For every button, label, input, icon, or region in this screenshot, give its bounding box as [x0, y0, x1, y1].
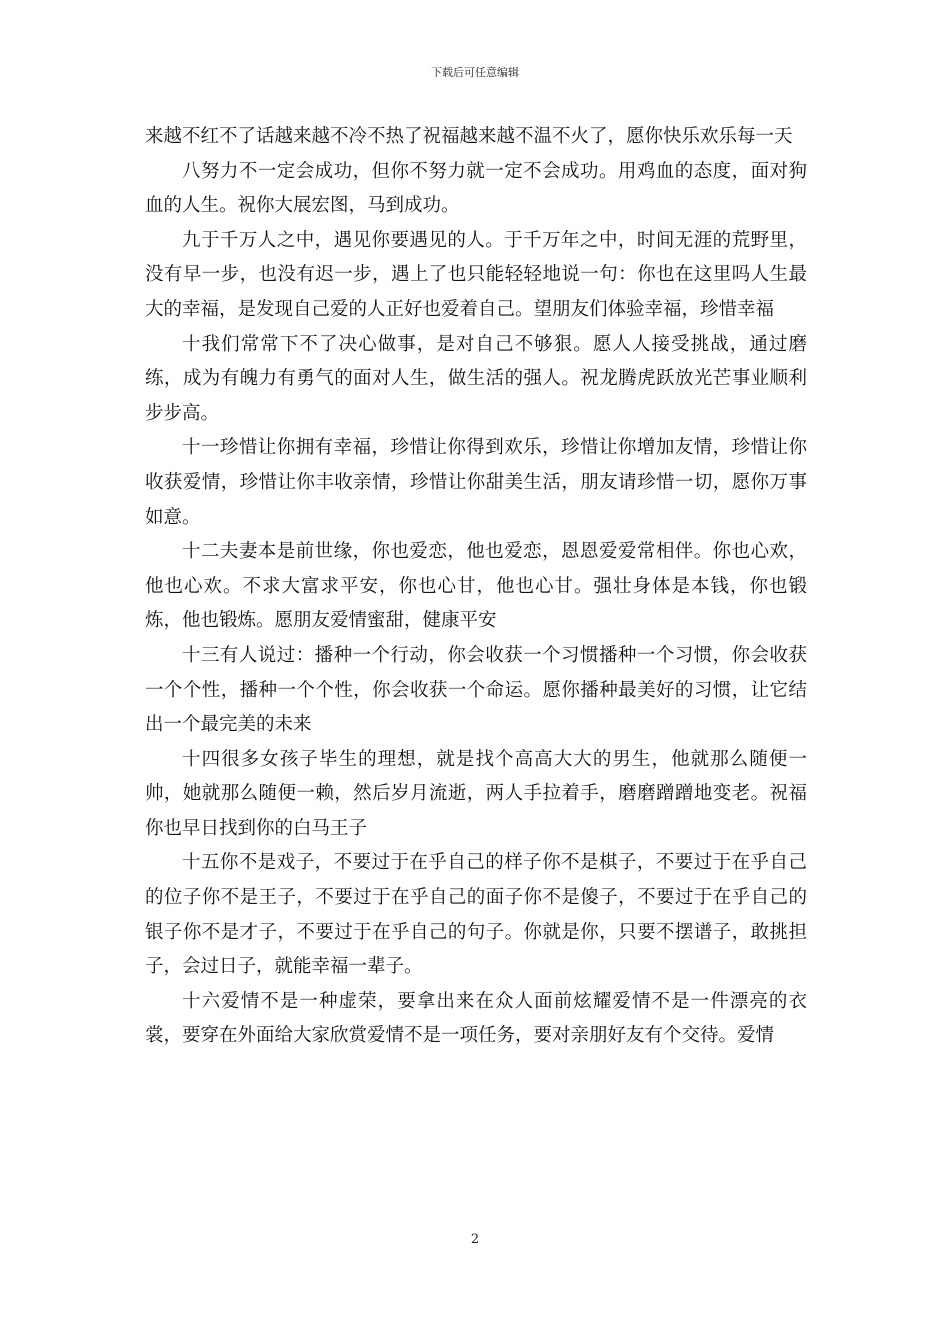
paragraph-continued: 来越不红不了话越来越不冷不热了祝福越来越不温不火了，愿你快乐欢乐每一天	[145, 126, 793, 147]
paragraph-14: 十四很多女孩子毕生的理想，就是找个高高大大的男生，他就那么随便一帅，她就那么随便一赖，然后岁月流逝，两人手拉着手，磨磨蹭蹭地变老。祝福你也早日找到你的白马王子	[145, 748, 807, 839]
paragraph-10: 十我们常常下不了决心做事，是对自己不够狠。愿人人接受挑战，通过磨练，成为有魄力有勇气的面对人生，做生活的强人。祝龙腾虎跃放光芒事业顺利步步高。	[145, 333, 807, 424]
paragraph-15: 十五你不是戏子，不要过于在乎自己的样子你不是棋子，不要过于在乎自己的位子你不是王子，不要过于在乎自己的面子你不是傻子，不要过于在乎自己的银子你不是才子，不要过于在乎自己的句子。你就是你，只要不摆谱子，敢挑担子，会过日子，就能幸福一辈子。	[145, 852, 807, 978]
paragraph-8: 八努力不一定会成功，但你不努力就一定不会成功。用鸡血的态度，面对狗血的人生。祝你大展宏图，马到成功。	[145, 160, 807, 217]
paragraph-12: 十二夫妻本是前世缘，你也爱恋，他也爱恋，恩恩爱爱常相伴。你也心欢，他也心欢。不求大富求平安，你也心甘，他也心甘。强壮身体是本钱，你也锻炼，他也锻炼。愿朋友爱情蜜甜，健康平安	[145, 541, 807, 632]
paragraph-11: 十一珍惜让你拥有幸福，珍惜让你得到欢乐，珍惜让你增加友情，珍惜让你收获爱情，珍惜让你丰收亲情，珍惜让你甜美生活，朋友请珍惜一切，愿你万事如意。	[145, 437, 807, 528]
paragraph-16: 十六爱情不是一种虚荣，要拿出来在众人面前炫耀爱情不是一件漂亮的衣裳，要穿在外面给大家欣赏爱情不是一项任务，要对亲朋好友有个交待。爱情	[145, 990, 807, 1047]
paragraph-13: 十三有人说过：播种一个行动，你会收获一个习惯播种一个习惯，你会收获一个个性，播种一个个性，你会收获一个命运。愿你播种最美好的习惯，让它结出一个最完美的未来	[145, 644, 807, 736]
paragraph-9: 九于千万人之中，遇见你要遇见的人。于千万年之中，时间无涯的荒野里，没有早一步，也没有迟一步，遇上了也只能轻轻地说一句：你也在这里吗人生最大的幸福，是发现自己爱的人正好也爱着自己。望朋友们体验幸福，珍惜幸福	[145, 229, 807, 320]
page-number: 2	[470, 1232, 480, 1247]
page-header: 下载后可任意编辑	[431, 66, 519, 79]
document-body	[145, 120, 807, 1054]
